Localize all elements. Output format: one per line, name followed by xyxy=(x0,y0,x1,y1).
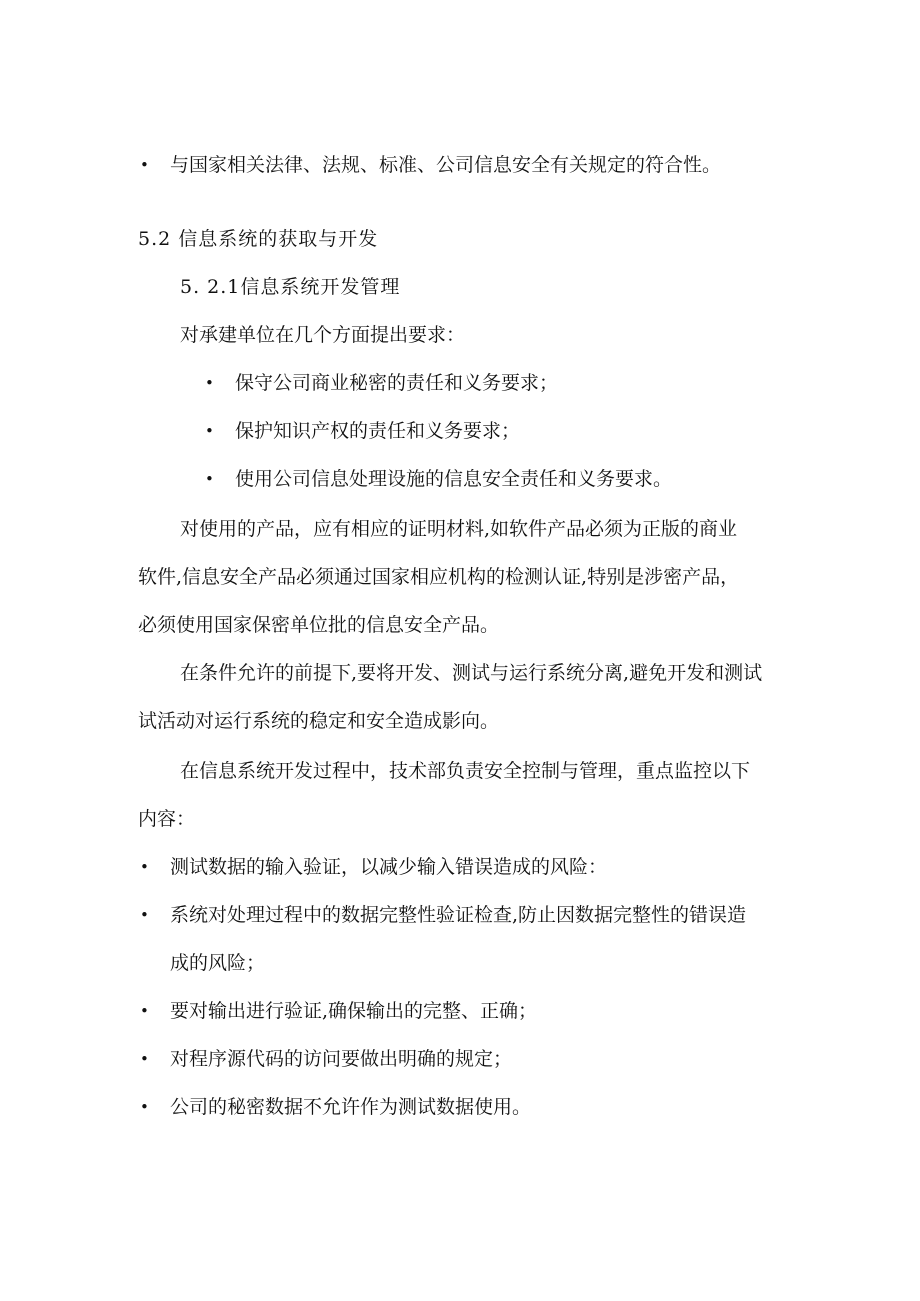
products-paragraph-line: 对使用的产品，应有相应的证明材料,如软件产品必须为正版的商业 xyxy=(180,518,738,540)
bullet-marker: • xyxy=(140,858,149,876)
products-paragraph-line: 必须使用国家保密单位批的信息安全产品。 xyxy=(138,614,500,636)
control-item: 对程序源代码的访问要做出明确的规定； xyxy=(170,1048,513,1070)
products-paragraph-line: 软件,信息安全产品必须通过国家相应机构的检测认证,特别是涉密产品， xyxy=(138,566,740,588)
section-heading: 5.2 信息系统的获取与开发 xyxy=(138,228,379,250)
bullet-marker: • xyxy=(140,1098,149,1116)
control-paragraph-line: 内容： xyxy=(138,808,196,830)
requirement-item: 使用公司信息处理设施的信息安全责任和义务要求。 xyxy=(235,468,673,490)
requirement-item: 保护知识产权的责任和义务要求； xyxy=(235,420,521,442)
bullet-marker: • xyxy=(205,374,214,392)
bullet-marker: • xyxy=(205,470,214,488)
bullet-marker: • xyxy=(140,1002,149,1020)
control-item: 要对输出进行验证,确保输出的完整、正确； xyxy=(170,1000,538,1022)
control-item: 系统对处理过程中的数据完整性验证检查,防止因数据完整性的错误造 xyxy=(170,904,747,926)
bullet-marker: • xyxy=(140,156,149,174)
bullet-marker: • xyxy=(205,422,214,440)
bullet-marker: • xyxy=(140,906,149,924)
compliance-bullet-text: 与国家相关法律、法规、标准、公司信息安全有关规定的符合性。 xyxy=(170,154,722,176)
bullet-marker: • xyxy=(140,1050,149,1068)
requirement-item: 保守公司商业秘密的责任和义务要求； xyxy=(235,372,559,394)
control-item: 公司的秘密数据不允许作为测试数据使用。 xyxy=(170,1096,532,1118)
requirements-intro: 对承建单位在几个方面提出要求： xyxy=(180,324,466,346)
control-paragraph-line: 在信息系统开发过程中，技术部负责安全控制与管理，重点监控以下 xyxy=(180,760,751,782)
separation-paragraph-line: 试活动对运行系统的稳定和安全造成影向。 xyxy=(138,710,500,732)
subsection-heading: 5. 2.1信息系统开发管理 xyxy=(180,276,401,298)
control-item: 测试数据的输入验证，以减少输入错误造成的风险： xyxy=(170,856,608,878)
separation-paragraph-line: 在条件允许的前提下,要将开发、测试与运行系统分离,避免开发和测试 xyxy=(180,662,763,684)
control-item-continuation: 成的风险； xyxy=(170,952,266,974)
